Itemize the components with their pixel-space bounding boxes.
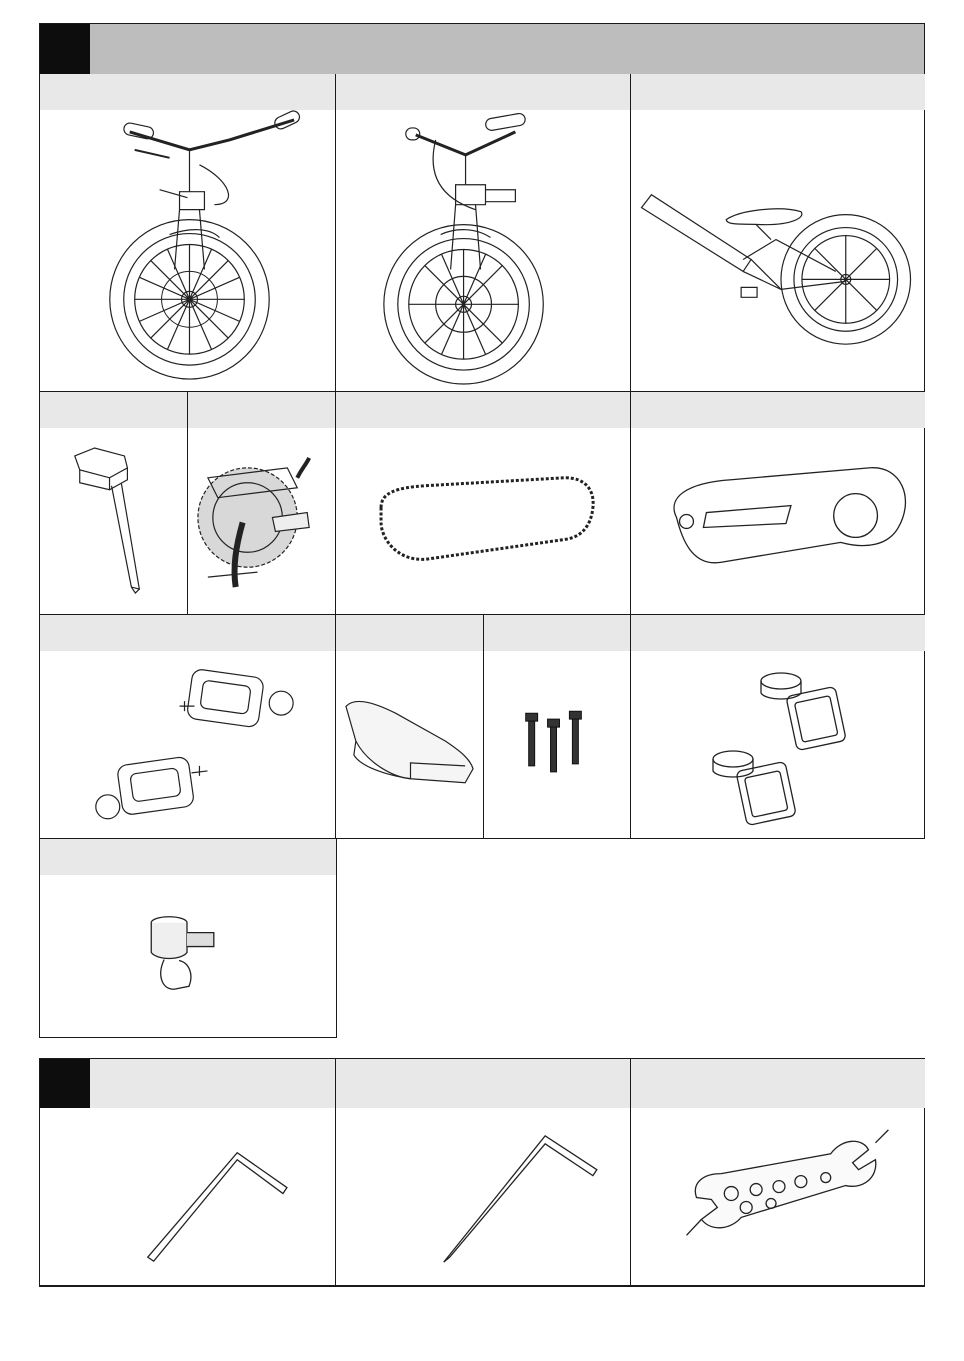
- chain-icon: [336, 428, 630, 614]
- tools-section-marker: [40, 1059, 90, 1108]
- tools-table: [39, 1058, 925, 1287]
- parts-section-marker: [40, 24, 90, 74]
- part-cell-crankset: [188, 392, 336, 615]
- front-wheel-handlebar-left-view-icon: [40, 110, 335, 391]
- multi-wrench-icon: [631, 1108, 925, 1285]
- tool-header: [336, 1059, 630, 1108]
- part-cell-front-wheel-right: [336, 74, 631, 392]
- crankset-chainring-icon: [188, 428, 335, 614]
- frame-rear-wheel-saddle-icon: [631, 110, 925, 391]
- part-cell-chain: [336, 392, 631, 615]
- seat-post-icon: [40, 428, 187, 614]
- pedals-icon: [40, 651, 335, 839]
- part-header: [336, 392, 630, 428]
- bell-icon: [40, 875, 336, 1037]
- front-wheel-handlebar-right-view-icon: [336, 110, 630, 391]
- part-header: [188, 392, 335, 428]
- part-header: [631, 392, 925, 428]
- part-header: [336, 74, 630, 110]
- tool-header: [631, 1059, 925, 1108]
- tool-cell-multi-wrench: [631, 1059, 925, 1286]
- part-header: [40, 839, 336, 875]
- tool-cell-hex-key-large: [40, 1059, 336, 1286]
- parts-section-header-band: [90, 24, 924, 75]
- part-cell-reflectors: [631, 615, 925, 839]
- hex-key-small-icon: [336, 1108, 630, 1285]
- reflectors-icon: [631, 651, 925, 839]
- part-header: [631, 74, 925, 110]
- part-header: [40, 615, 335, 651]
- part-cell-saddle: [336, 615, 484, 839]
- part-header: [40, 74, 335, 110]
- part-header: [484, 615, 630, 651]
- parts-table: [39, 23, 925, 839]
- chain-guard-icon: [631, 428, 925, 614]
- part-cell-chain-guard: [631, 392, 925, 615]
- part-cell-pedals: [40, 615, 336, 839]
- part-cell-bolts: [484, 615, 631, 839]
- bolts-icon: [484, 651, 630, 839]
- part-cell-frame: [631, 74, 925, 392]
- part-header: [336, 615, 483, 651]
- hex-key-large-icon: [40, 1108, 335, 1285]
- part-cell-bell: [39, 838, 337, 1038]
- part-header: [631, 615, 925, 651]
- part-cell-front-wheel-left: [40, 74, 336, 392]
- saddle-icon: [336, 651, 483, 839]
- part-header: [40, 392, 187, 428]
- tool-cell-hex-key-small: [336, 1059, 631, 1286]
- part-cell-seat-post: [40, 392, 188, 615]
